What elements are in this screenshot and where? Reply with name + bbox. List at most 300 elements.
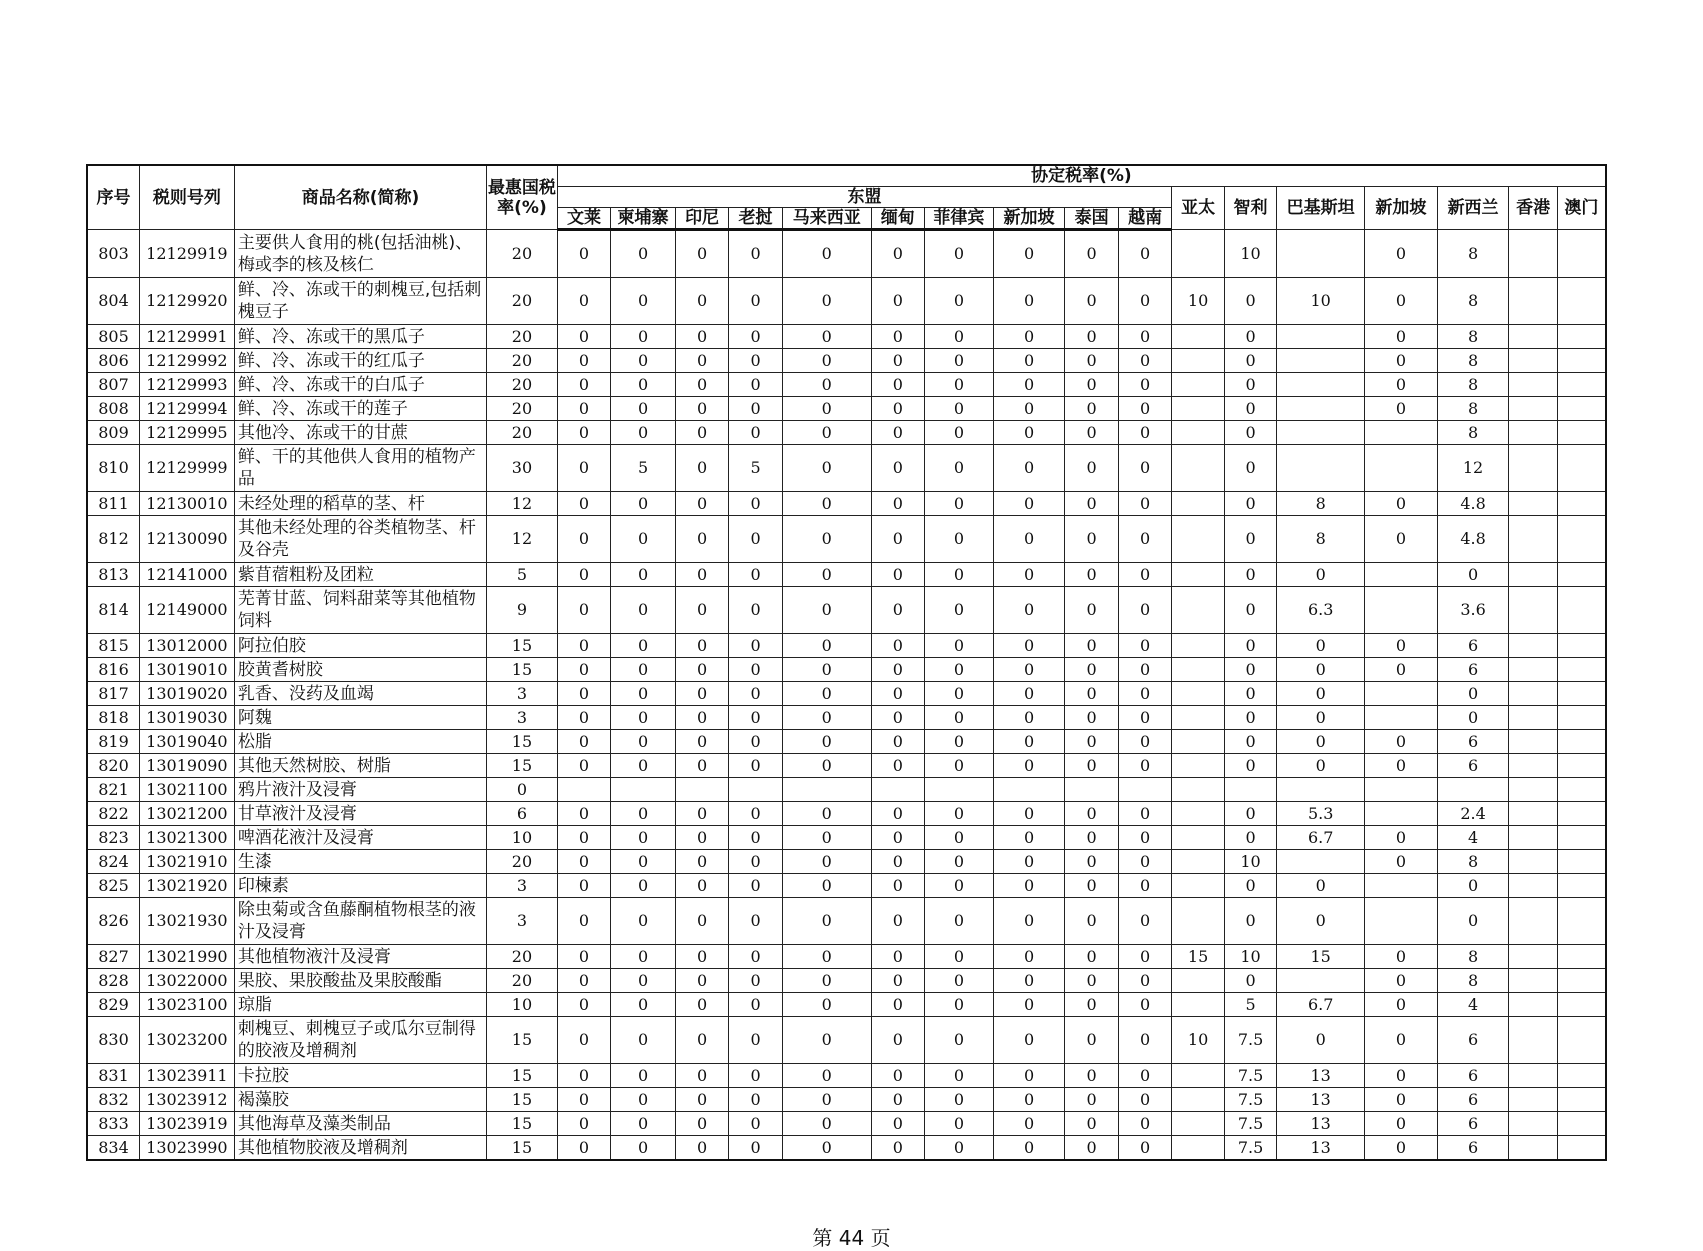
row-rate-cell: 7.5: [1224, 1136, 1276, 1161]
row-rate-cell: 7.5: [1224, 1112, 1276, 1136]
row-rate-cell: [1557, 802, 1606, 826]
row-rate-cell: [1172, 969, 1224, 993]
row-rate-cell: 0: [993, 874, 1065, 898]
row-rate-cell: 0: [611, 397, 676, 421]
row-rate-cell: 0: [782, 1088, 871, 1112]
row-rate-cell: 6: [1437, 1017, 1509, 1064]
row-rate-cell: [1509, 658, 1557, 682]
row-rate-cell: 0: [729, 563, 782, 587]
row-rate-cell: 0: [1224, 634, 1276, 658]
row-rate-cell: 13: [1277, 1112, 1365, 1136]
row-rate-cell: 6: [1437, 1064, 1509, 1088]
row-rate-cell: 0: [1065, 874, 1118, 898]
row-rate-cell: 0: [782, 492, 871, 516]
row-rate-cell: 0: [611, 658, 676, 682]
row-rate-cell: 0: [925, 1112, 994, 1136]
row-rate-cell: 0: [925, 516, 994, 563]
row-rate-cell: [1557, 278, 1606, 325]
row-rate-cell: 0: [782, 325, 871, 349]
row-rate-cell: 0: [925, 278, 994, 325]
row-rate-cell: 0: [1365, 634, 1438, 658]
row-name-cell: 紫苜蓿粗粉及团粒: [234, 563, 486, 587]
row-rate-cell: [1509, 634, 1557, 658]
row-name-cell: 鸦片液汁及浸膏: [234, 778, 486, 802]
row-code-cell: 12129999: [139, 445, 234, 492]
row-rate-cell: [1509, 278, 1557, 325]
row-rate-cell: 0: [1118, 634, 1171, 658]
row-rate-cell: 0: [871, 658, 924, 682]
row-rate-cell: [1172, 682, 1224, 706]
row-rate-cell: 0: [1065, 421, 1118, 445]
row-seq-cell: 826: [87, 898, 139, 945]
row-code-cell: 12149000: [139, 587, 234, 634]
row-rate-cell: [1557, 373, 1606, 397]
row-name-cell: 鲜、冷、冻或干的红瓜子: [234, 349, 486, 373]
row-rate-cell: 0: [1065, 1112, 1118, 1136]
row-name-cell: 鲜、冷、冻或干的黑瓜子: [234, 325, 486, 349]
row-mfn-cell: 20: [487, 325, 558, 349]
row-rate-cell: [1557, 778, 1606, 802]
row-rate-cell: 0: [1224, 278, 1276, 325]
row-rate-cell: 0: [993, 1136, 1065, 1161]
row-rate-cell: 0: [993, 634, 1065, 658]
row-rate-cell: 0: [675, 1017, 728, 1064]
row-code-cell: 13021910: [139, 850, 234, 874]
row-mfn-cell: 3: [487, 898, 558, 945]
row-code-cell: 13023919: [139, 1112, 234, 1136]
row-mfn-cell: 15: [487, 730, 558, 754]
row-code-cell: 12141000: [139, 563, 234, 587]
row-rate-cell: [1365, 778, 1438, 802]
row-rate-cell: [1172, 778, 1224, 802]
row-rate-cell: [611, 778, 676, 802]
row-rate-cell: 0: [611, 421, 676, 445]
row-code-cell: 12129993: [139, 373, 234, 397]
row-rate-cell: 0: [675, 898, 728, 945]
row-rate-cell: 0: [1118, 850, 1171, 874]
row-mfn-cell: 20: [487, 349, 558, 373]
row-name-cell: 芜菁甘蓝、饲料甜菜等其他植物饲料: [234, 587, 486, 634]
row-rate-cell: 0: [557, 706, 610, 730]
table-row: [87, 778, 1606, 802]
row-rate-cell: 0: [611, 730, 676, 754]
row-rate-cell: 0: [925, 1017, 994, 1064]
row-rate-cell: 0: [1118, 325, 1171, 349]
header-chile: 智利: [1224, 187, 1276, 230]
row-rate-cell: 8: [1437, 850, 1509, 874]
row-rate-cell: 13: [1277, 1088, 1365, 1112]
row-rate-cell: [1509, 945, 1557, 969]
row-rate-cell: 0: [729, 993, 782, 1017]
row-rate-cell: 0: [1065, 802, 1118, 826]
row-rate-cell: 0: [1065, 730, 1118, 754]
row-rate-cell: 6.7: [1277, 993, 1365, 1017]
row-rate-cell: 0: [1365, 658, 1438, 682]
row-rate-cell: [1224, 778, 1276, 802]
row-seq-cell: 834: [87, 1136, 139, 1161]
table-row: [87, 969, 1606, 993]
table-row: [87, 325, 1606, 349]
row-rate-cell: 0: [993, 587, 1065, 634]
row-rate-cell: [1557, 325, 1606, 349]
row-rate-cell: 0: [782, 1112, 871, 1136]
row-rate-cell: 0: [993, 397, 1065, 421]
row-rate-cell: 0: [611, 945, 676, 969]
row-rate-cell: 0: [675, 278, 728, 325]
row-rate-cell: 0: [611, 1088, 676, 1112]
row-seq-cell: 819: [87, 730, 139, 754]
row-rate-cell: 0: [557, 373, 610, 397]
table-row: [87, 278, 1606, 325]
row-rate-cell: [1509, 730, 1557, 754]
row-rate-cell: [1172, 898, 1224, 945]
row-rate-cell: 13: [1277, 1064, 1365, 1088]
row-mfn-cell: 9: [487, 587, 558, 634]
row-rate-cell: 0: [1224, 516, 1276, 563]
row-rate-cell: [1172, 445, 1224, 492]
row-rate-cell: 0: [925, 634, 994, 658]
row-rate-cell: [1557, 945, 1606, 969]
row-rate-cell: 0: [993, 969, 1065, 993]
row-rate-cell: 0: [729, 373, 782, 397]
row-rate-cell: [1172, 1088, 1224, 1112]
row-rate-cell: [1065, 778, 1118, 802]
row-mfn-cell: 15: [487, 1088, 558, 1112]
row-rate-cell: 0: [925, 325, 994, 349]
row-rate-cell: [1172, 754, 1224, 778]
row-rate-cell: 8: [1437, 373, 1509, 397]
row-rate-cell: [1277, 421, 1365, 445]
row-rate-cell: 0: [871, 397, 924, 421]
row-rate-cell: 0: [993, 682, 1065, 706]
row-mfn-cell: 15: [487, 1017, 558, 1064]
header-agreement: 协定税率(%): [557, 165, 1606, 187]
row-rate-cell: 0: [925, 563, 994, 587]
row-name-cell: 其他未经处理的谷类植物茎、杆及谷壳: [234, 516, 486, 563]
row-rate-cell: 0: [729, 850, 782, 874]
row-rate-cell: 0: [1065, 373, 1118, 397]
row-rate-cell: 0: [1065, 445, 1118, 492]
row-rate-cell: 0: [557, 587, 610, 634]
row-rate-cell: 8: [1437, 278, 1509, 325]
row-seq-cell: 829: [87, 993, 139, 1017]
row-rate-cell: [1509, 850, 1557, 874]
row-rate-cell: 0: [782, 563, 871, 587]
header-brunei: 文莱: [557, 208, 610, 230]
table-row: [87, 421, 1606, 445]
row-rate-cell: 0: [729, 516, 782, 563]
row-rate-cell: [1172, 516, 1224, 563]
row-rate-cell: 0: [675, 706, 728, 730]
row-rate-cell: 0: [729, 969, 782, 993]
row-rate-cell: 0: [557, 993, 610, 1017]
row-rate-cell: 0: [871, 445, 924, 492]
row-rate-cell: 0: [1224, 421, 1276, 445]
row-rate-cell: 0: [1365, 492, 1438, 516]
row-rate-cell: 0: [611, 850, 676, 874]
row-rate-cell: 2.4: [1437, 802, 1509, 826]
table-row: [87, 802, 1606, 826]
row-rate-cell: [1172, 492, 1224, 516]
row-rate-cell: 0: [729, 874, 782, 898]
row-rate-cell: 0: [1065, 682, 1118, 706]
row-rate-cell: [1557, 898, 1606, 945]
header-philippines: 菲律宾: [925, 208, 994, 230]
row-rate-cell: 0: [675, 945, 728, 969]
row-rate-cell: 0: [1224, 754, 1276, 778]
row-rate-cell: 0: [557, 445, 610, 492]
row-rate-cell: 0: [925, 682, 994, 706]
row-rate-cell: [1365, 874, 1438, 898]
row-rate-cell: 0: [1118, 587, 1171, 634]
row-rate-cell: 0: [557, 634, 610, 658]
row-rate-cell: [1557, 754, 1606, 778]
row-rate-cell: 0: [871, 1112, 924, 1136]
row-rate-cell: 6: [1437, 658, 1509, 682]
row-rate-cell: [1172, 587, 1224, 634]
row-rate-cell: 0: [675, 492, 728, 516]
row-mfn-cell: 20: [487, 230, 558, 278]
row-rate-cell: 0: [557, 1112, 610, 1136]
row-rate-cell: 0: [1118, 563, 1171, 587]
row-name-cell: 印楝素: [234, 874, 486, 898]
row-rate-cell: 6: [1437, 634, 1509, 658]
row-rate-cell: 0: [871, 563, 924, 587]
row-code-cell: 13021200: [139, 802, 234, 826]
row-mfn-cell: 12: [487, 516, 558, 563]
row-rate-cell: 0: [557, 1064, 610, 1088]
row-rate-cell: 0: [611, 349, 676, 373]
row-rate-cell: 0: [871, 634, 924, 658]
row-seq-cell: 825: [87, 874, 139, 898]
row-rate-cell: 0: [1365, 945, 1438, 969]
header-seq: 序号: [87, 165, 139, 230]
row-rate-cell: [1172, 874, 1224, 898]
row-rate-cell: [1509, 1136, 1557, 1161]
row-mfn-cell: 6: [487, 802, 558, 826]
row-rate-cell: 0: [925, 969, 994, 993]
row-mfn-cell: 0: [487, 778, 558, 802]
row-code-cell: 13019030: [139, 706, 234, 730]
row-mfn-cell: 15: [487, 1136, 558, 1161]
row-seq-cell: 808: [87, 397, 139, 421]
row-rate-cell: 6: [1437, 1112, 1509, 1136]
row-rate-cell: [1557, 421, 1606, 445]
row-rate-cell: [1277, 969, 1365, 993]
row-rate-cell: 0: [1224, 658, 1276, 682]
row-name-cell: 其他海草及藻类制品: [234, 1112, 486, 1136]
row-rate-cell: 0: [611, 1112, 676, 1136]
table-row: [87, 1136, 1606, 1161]
row-rate-cell: 0: [1224, 826, 1276, 850]
row-rate-cell: 0: [925, 1064, 994, 1088]
row-code-cell: 13019010: [139, 658, 234, 682]
row-rate-cell: 7.5: [1224, 1017, 1276, 1064]
row-rate-cell: [1557, 634, 1606, 658]
row-mfn-cell: 15: [487, 754, 558, 778]
row-rate-cell: 8: [1437, 421, 1509, 445]
table-row: [87, 373, 1606, 397]
row-rate-cell: 0: [675, 397, 728, 421]
row-rate-cell: 0: [871, 754, 924, 778]
row-rate-cell: 0: [1224, 730, 1276, 754]
row-rate-cell: [1172, 634, 1224, 658]
row-rate-cell: [1509, 969, 1557, 993]
row-rate-cell: 0: [675, 325, 728, 349]
row-rate-cell: 0: [925, 706, 994, 730]
row-rate-cell: [675, 778, 728, 802]
row-rate-cell: 3.6: [1437, 587, 1509, 634]
row-name-cell: 卡拉胶: [234, 1064, 486, 1088]
header-thailand: 泰国: [1065, 208, 1118, 230]
row-rate-cell: 0: [993, 850, 1065, 874]
row-code-cell: 13021100: [139, 778, 234, 802]
row-rate-cell: 10: [1172, 278, 1224, 325]
row-rate-cell: 0: [871, 898, 924, 945]
row-rate-cell: 0: [729, 898, 782, 945]
row-rate-cell: 0: [1065, 850, 1118, 874]
row-rate-cell: 0: [1224, 445, 1276, 492]
row-rate-cell: 0: [557, 658, 610, 682]
row-rate-cell: 0: [611, 754, 676, 778]
row-rate-cell: [1365, 445, 1438, 492]
row-rate-cell: 0: [871, 1088, 924, 1112]
row-rate-cell: 0: [1437, 706, 1509, 730]
row-rate-cell: 8: [1437, 349, 1509, 373]
row-rate-cell: 0: [925, 754, 994, 778]
row-rate-cell: 0: [1277, 634, 1365, 658]
row-rate-cell: 0: [993, 1017, 1065, 1064]
row-rate-cell: 0: [1277, 1017, 1365, 1064]
row-rate-cell: [1172, 1064, 1224, 1088]
header-vietnam: 越南: [1118, 208, 1171, 230]
header-macao: 澳门: [1557, 187, 1606, 230]
row-rate-cell: [1557, 516, 1606, 563]
row-name-cell: 鲜、冷、冻或干的白瓜子: [234, 373, 486, 397]
row-rate-cell: 0: [729, 1136, 782, 1161]
row-rate-cell: 0: [1277, 682, 1365, 706]
row-rate-cell: [1277, 373, 1365, 397]
row-rate-cell: 0: [611, 230, 676, 278]
table-row: [87, 563, 1606, 587]
row-rate-cell: 0: [1118, 993, 1171, 1017]
row-rate-cell: 0: [1277, 658, 1365, 682]
row-rate-cell: 0: [729, 349, 782, 373]
row-rate-cell: 0: [782, 278, 871, 325]
row-rate-cell: 0: [925, 421, 994, 445]
row-rate-cell: 0: [1118, 516, 1171, 563]
row-rate-cell: 0: [1277, 730, 1365, 754]
row-rate-cell: 0: [782, 682, 871, 706]
row-name-cell: 其他天然树胶、树脂: [234, 754, 486, 778]
row-seq-cell: 832: [87, 1088, 139, 1112]
row-rate-cell: 0: [782, 1136, 871, 1161]
row-rate-cell: 0: [1118, 278, 1171, 325]
row-rate-cell: 0: [729, 278, 782, 325]
row-rate-cell: 0: [925, 850, 994, 874]
row-rate-cell: 0: [675, 730, 728, 754]
row-rate-cell: 0: [1118, 349, 1171, 373]
row-rate-cell: 0: [675, 874, 728, 898]
row-rate-cell: 0: [611, 898, 676, 945]
row-rate-cell: 0: [1365, 1088, 1438, 1112]
header-indonesia: 印尼: [675, 208, 728, 230]
row-seq-cell: 806: [87, 349, 139, 373]
header-new-zealand: 新西兰: [1437, 187, 1509, 230]
row-rate-cell: 0: [1065, 1064, 1118, 1088]
row-rate-cell: [1509, 230, 1557, 278]
header-asean-singapore: 新加坡: [993, 208, 1065, 230]
row-rate-cell: 0: [1365, 1136, 1438, 1161]
row-seq-cell: 822: [87, 802, 139, 826]
row-rate-cell: [1365, 587, 1438, 634]
row-rate-cell: 4: [1437, 993, 1509, 1017]
row-rate-cell: 0: [871, 349, 924, 373]
row-rate-cell: 0: [675, 445, 728, 492]
row-rate-cell: 0: [925, 492, 994, 516]
row-rate-cell: 0: [611, 492, 676, 516]
row-rate-cell: 0: [782, 754, 871, 778]
row-rate-cell: 10: [1172, 1017, 1224, 1064]
row-rate-cell: 0: [925, 1088, 994, 1112]
row-rate-cell: [871, 778, 924, 802]
row-seq-cell: 833: [87, 1112, 139, 1136]
row-name-cell: 褐藻胶: [234, 1088, 486, 1112]
row-code-cell: 13023912: [139, 1088, 234, 1112]
row-rate-cell: 0: [557, 682, 610, 706]
row-rate-cell: 6: [1437, 1088, 1509, 1112]
row-rate-cell: 0: [1224, 587, 1276, 634]
row-rate-cell: 12: [1437, 445, 1509, 492]
row-mfn-cell: 3: [487, 682, 558, 706]
row-rate-cell: 0: [729, 730, 782, 754]
row-name-cell: 生漆: [234, 850, 486, 874]
row-mfn-cell: 3: [487, 706, 558, 730]
row-rate-cell: 0: [1224, 682, 1276, 706]
row-rate-cell: [1557, 1088, 1606, 1112]
row-seq-cell: 811: [87, 492, 139, 516]
row-rate-cell: 0: [993, 421, 1065, 445]
row-rate-cell: 0: [871, 730, 924, 754]
table-row: [87, 1017, 1606, 1064]
table-row: [87, 587, 1606, 634]
row-rate-cell: 0: [1118, 397, 1171, 421]
row-rate-cell: 0: [1365, 349, 1438, 373]
row-rate-cell: 0: [1277, 706, 1365, 730]
row-rate-cell: 0: [993, 445, 1065, 492]
row-rate-cell: 8: [1437, 397, 1509, 421]
table-row: [87, 349, 1606, 373]
row-rate-cell: 8: [1437, 945, 1509, 969]
row-rate-cell: 5: [611, 445, 676, 492]
row-code-cell: 13021300: [139, 826, 234, 850]
row-rate-cell: 0: [1118, 445, 1171, 492]
row-rate-cell: 0: [1118, 706, 1171, 730]
table-row: [87, 730, 1606, 754]
row-rate-cell: 0: [993, 754, 1065, 778]
row-code-cell: 13023200: [139, 1017, 234, 1064]
row-seq-cell: 831: [87, 1064, 139, 1088]
row-seq-cell: 810: [87, 445, 139, 492]
row-rate-cell: 0: [1365, 325, 1438, 349]
row-rate-cell: 0: [611, 969, 676, 993]
table-row: [87, 397, 1606, 421]
row-rate-cell: [1509, 754, 1557, 778]
row-rate-cell: [1509, 1088, 1557, 1112]
row-rate-cell: 0: [557, 492, 610, 516]
row-seq-cell: 816: [87, 658, 139, 682]
row-rate-cell: 0: [729, 802, 782, 826]
